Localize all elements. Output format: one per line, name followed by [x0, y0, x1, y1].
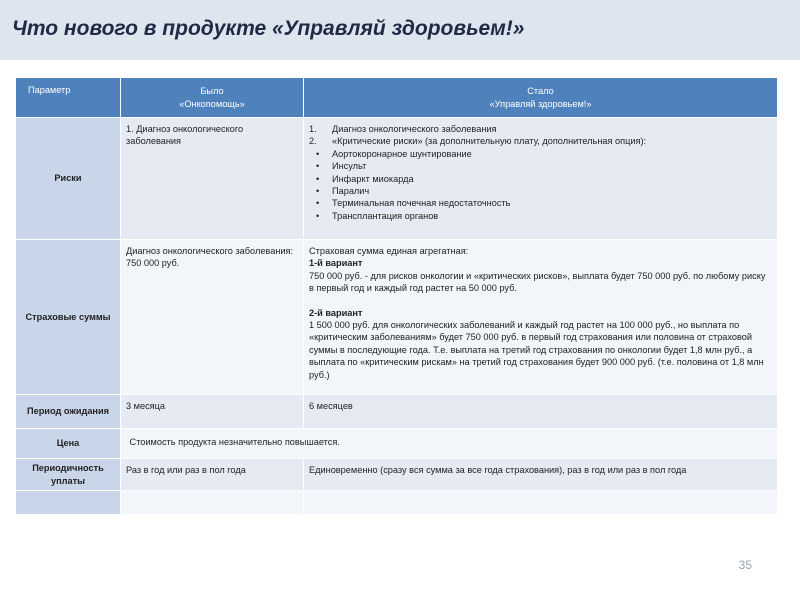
- column-header-label: Стало «Управляй здоровьем!»: [489, 86, 592, 109]
- column-header-label: Параметр: [28, 85, 71, 95]
- comparison-table-wrap: [15, 77, 777, 515]
- row-label-waiting: Период ожидания: [16, 395, 121, 429]
- list-item: 1. Диагноз онкологического заболевания: [309, 124, 497, 134]
- cell-empty-now: [304, 491, 778, 515]
- title-bar: [0, 0, 800, 60]
- list-item: • Инфаркт миокарда: [316, 173, 414, 184]
- cell-waiting-was: 3 месяца: [121, 395, 304, 429]
- sums-intro: Страховая сумма единая агрегатная:: [309, 246, 469, 256]
- cell-sums-was: Диагноз онкологического заболевания: 750 000 руб.: [121, 240, 304, 395]
- table-row-price: [16, 429, 778, 459]
- row-label-empty: [16, 491, 121, 515]
- table-row-sums: [16, 240, 778, 395]
- cell-waiting-now: 6 месяцев: [304, 395, 778, 429]
- list-item: • Терминальная почечная недостаточность: [316, 198, 511, 209]
- table-row-waiting: [16, 395, 778, 429]
- table-row-risks: [16, 118, 778, 240]
- row-label-sums: Страховые суммы: [16, 240, 121, 395]
- table-row-empty: [16, 491, 778, 515]
- column-header-parameter: [16, 78, 121, 118]
- cell-frequency-now: Единовременно (сразу вся сумма за все года страхования), раз в год или раз в пол года: [304, 459, 778, 491]
- cell-sums-now: [304, 240, 778, 395]
- row-label-frequency: Периодичность уплаты: [16, 459, 121, 491]
- cell-risks-was: 1. Диагноз онкологического заболевания: [121, 118, 304, 240]
- risks-bullet-list: [309, 148, 772, 222]
- cell-frequency-was: Раз в год или раз в пол года: [121, 459, 304, 491]
- row-label-price: Цена: [16, 429, 121, 459]
- list-item: 2. «Критические риски» (за дополнительную плату, дополнительная опция):: [309, 136, 647, 147]
- cell-risks-now: [304, 118, 778, 240]
- variant-1-title: 1-й вариант: [309, 258, 363, 269]
- table-header-row: [16, 78, 778, 118]
- column-header-now: [304, 78, 778, 118]
- list-item: • Аортокоронарное шунтирование: [316, 148, 472, 159]
- variant-2-text: 1 500 000 руб. для онкологических заболеваний и каждый год растет на 100 000 руб., но выплата по «критическим заболеваниям» будет 750 000 руб. в первый год страхования или половина от страховой суммы в последующие года. Т.е. выплата на третий год страхования по онкологии будет 1,8 млн руб., а выплата по «критическим рискам» на третий год страхования будет 900 000 руб. (т.е. половина от 1,8 млн руб.): [309, 320, 764, 380]
- column-header-was: [121, 78, 304, 118]
- list-item: • Трансплантация органов: [316, 210, 439, 221]
- column-header-label: Было «Онкопомощь»: [179, 86, 245, 109]
- cell-empty-was: [121, 491, 304, 515]
- page-number: 35: [738, 558, 752, 572]
- comparison-table: [15, 77, 778, 515]
- variant-2-title: 2-й вариант: [309, 307, 363, 318]
- cell-price: Стоимость продукта незначительно повышается.: [121, 429, 778, 459]
- page-title: Что нового в продукте «Управляй здоровьем!»: [12, 17, 525, 40]
- variant-1-text: 750 000 руб. - для рисков онкологии и «критических рисков», выплата будет 750 000 руб. по любому риску в первый год и каждый год растет на 50 000 руб.: [309, 270, 766, 294]
- row-label-risks: Риски: [16, 118, 121, 240]
- list-item: • Паралич: [316, 186, 370, 197]
- risks-numbered-list: [309, 123, 772, 148]
- list-item: • Инсульт: [316, 161, 367, 172]
- table-row-frequency: [16, 459, 778, 491]
